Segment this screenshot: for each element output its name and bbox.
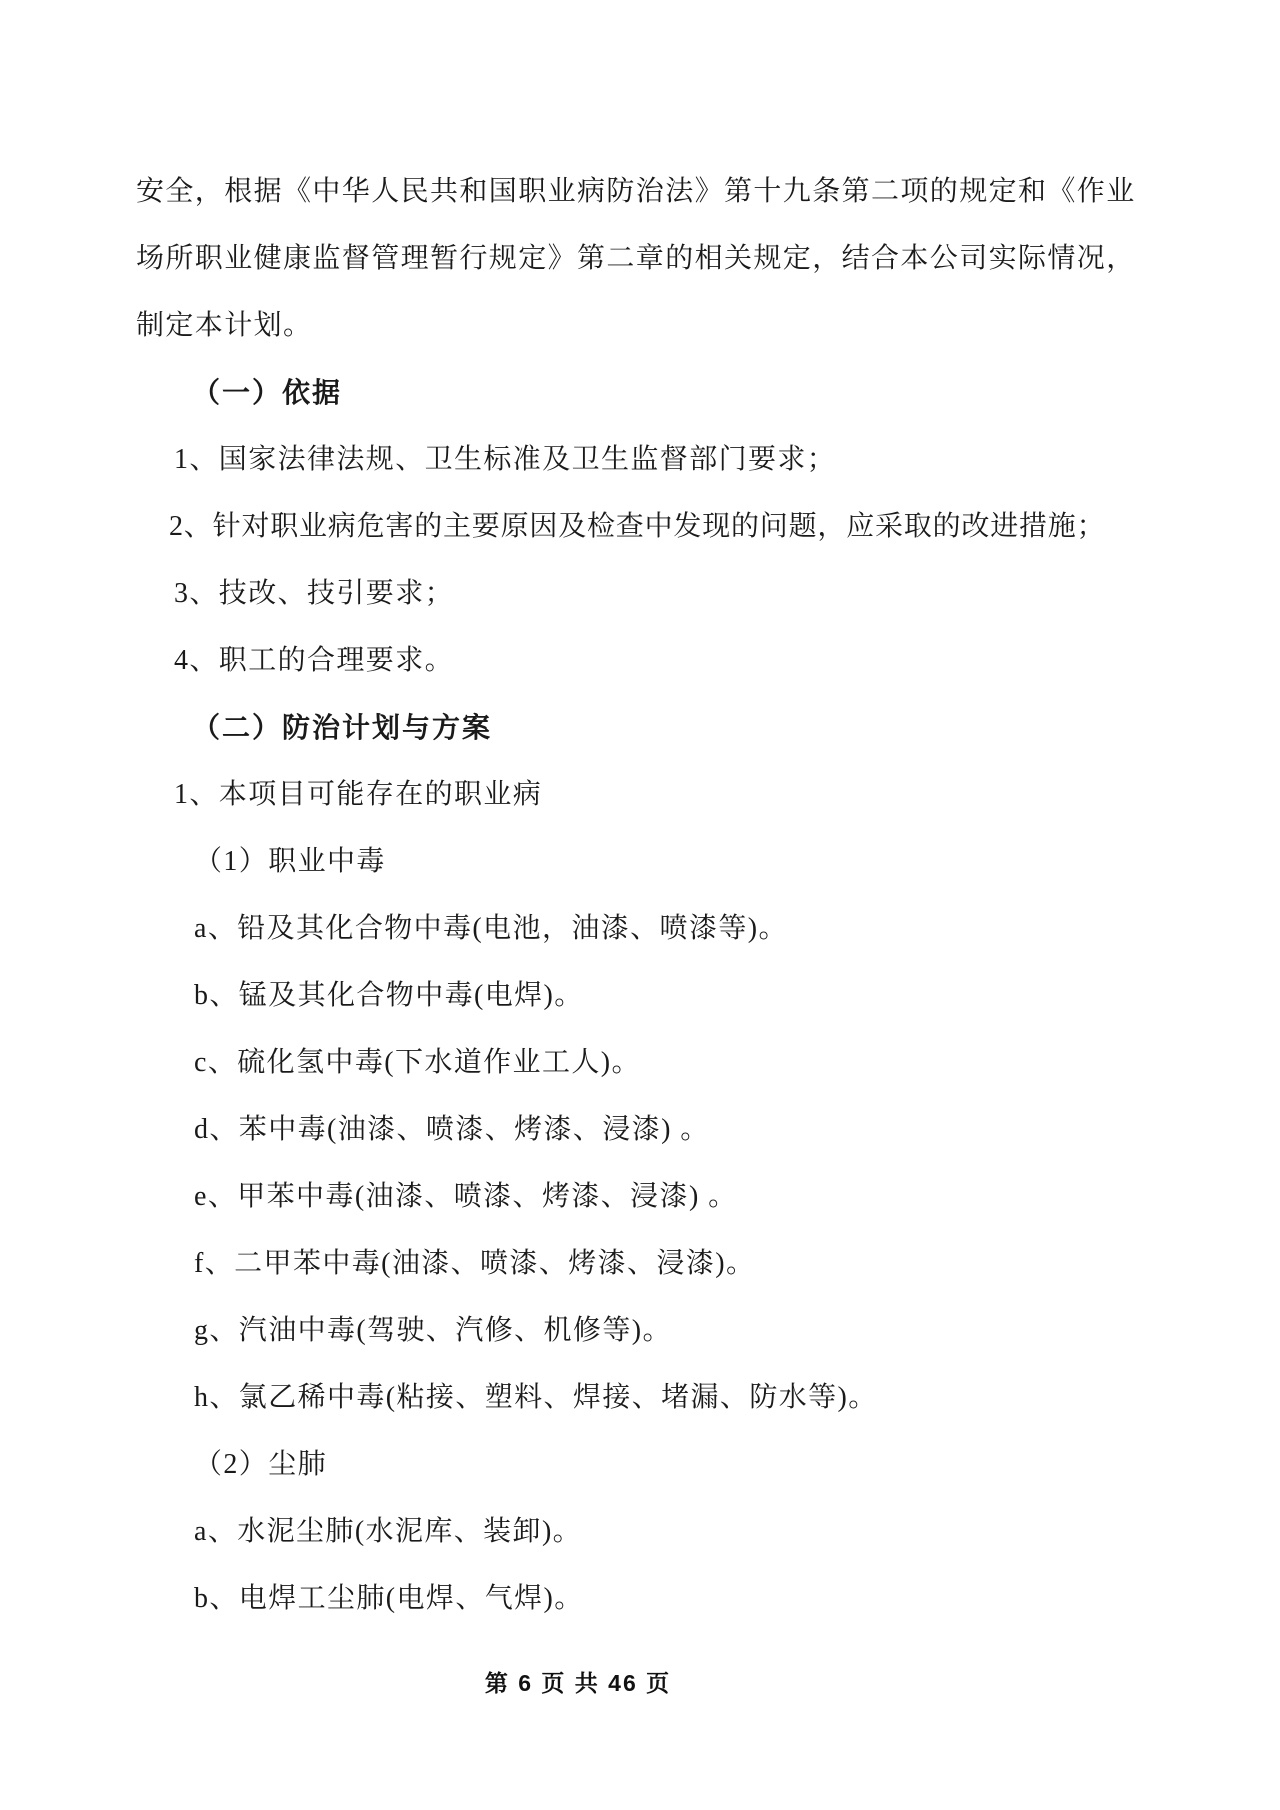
document-line: （1）职业中毒	[194, 846, 386, 877]
document-line: g、汽油中毒(驾驶、汽修、机修等)。	[194, 1315, 672, 1346]
document-line: b、电焊工尘肺(电焊、气焊)。	[194, 1583, 584, 1614]
document-line: （一）依据	[192, 377, 343, 408]
document-line: h、氯乙稀中毒(粘接、塑料、焊接、堵漏、防水等)。	[194, 1382, 878, 1413]
document-line: 3、技改、技引要求；	[174, 578, 455, 609]
document-line: e、甲苯中毒(油漆、喷漆、烤漆、浸漆) 。	[194, 1181, 738, 1212]
document-line: a、水泥尘肺(水泥库、装卸)。	[194, 1516, 583, 1547]
document-line: （二）防治计划与方案	[192, 712, 493, 743]
document-line: c、硫化氢中毒(下水道作业工人)。	[194, 1047, 641, 1078]
document-line: （2）尘肺	[194, 1449, 328, 1480]
page-number: 第 6 页 共 46 页	[484, 1670, 672, 1696]
document-line: 制定本计划。	[136, 310, 313, 341]
document-line: a、铅及其化合物中毒(电池，油漆、喷漆等)。	[194, 913, 788, 944]
document-line: 场所职业健康监督管理暂行规定》第二章的相关规定，结合本公司实际情况，	[136, 243, 1136, 274]
document-line: f、二甲苯中毒(油漆、喷漆、烤漆、浸漆)。	[194, 1248, 756, 1279]
document-line: 1、本项目可能存在的职业病	[174, 779, 543, 810]
document-line: 安全，根据《中华人民共和国职业病防治法》第十九条第二项的规定和《作业	[136, 176, 1136, 207]
document-line: 2、针对职业病危害的主要原因及检查中发现的问题，应采取的改进措施；	[169, 511, 1106, 542]
document-body	[136, 158, 1146, 1632]
document-line: d、苯中毒(油漆、喷漆、烤漆、浸漆) 。	[194, 1114, 710, 1145]
document-line: b、锰及其化合物中毒(电焊)。	[194, 980, 584, 1011]
document-line: 1、国家法律法规、卫生标准及卫生监督部门要求；	[174, 444, 837, 475]
document-line: 4、职工的合理要求。	[174, 645, 455, 676]
page-footer	[0, 1668, 1156, 1698]
